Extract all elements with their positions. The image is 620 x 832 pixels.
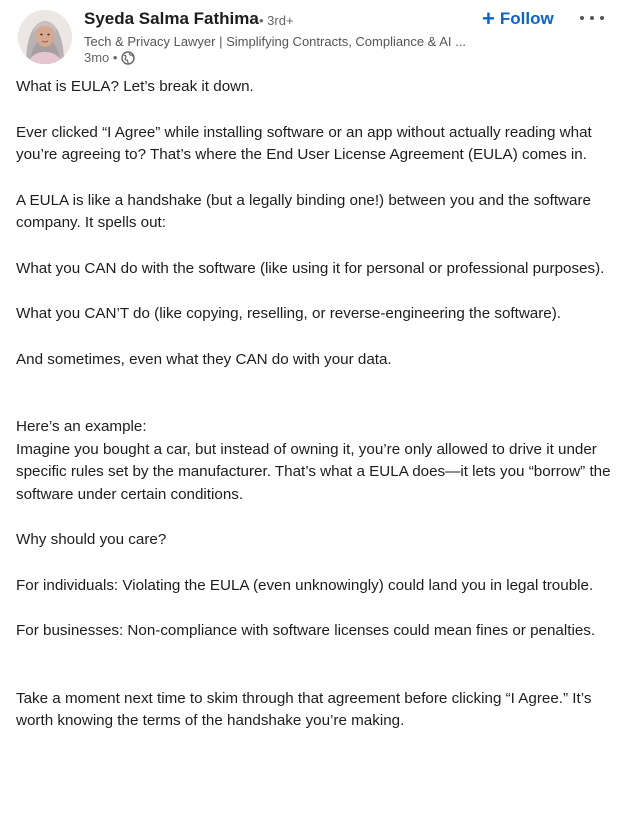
post-paragraph: Why should you care? — [16, 531, 167, 548]
author-avatar[interactable] — [18, 10, 72, 64]
follow-label: Follow — [499, 9, 554, 28]
post-paragraph: For individuals: Violating the EULA (even unknowingly) could land you in legal trouble. — [16, 576, 594, 594]
more-options-icon[interactable] — [580, 8, 604, 28]
post-meta — [84, 50, 135, 65]
post-timestamp: 3mo • — [84, 50, 118, 65]
post-body — [16, 76, 612, 733]
post-paragraph: Ever clicked “I Agree” while installing software or an app without actually reading what you’re agreeing to? That’s where the End User License Agreement (EULA) comes in. — [16, 123, 592, 163]
author-name[interactable]: Syeda Salma Fathima — [84, 9, 259, 28]
avatar-image — [18, 10, 72, 64]
post-paragraph: For businesses: Non-compliance with software licenses could mean fines or penalties. — [16, 622, 596, 639]
connection-degree: • 3rd+ — [259, 13, 294, 28]
post-paragraph: What is EULA? Let’s break it down. — [16, 78, 254, 95]
post-paragraph: Imagine you bought a car, but instead of owning it, you’re only allowed to drive it under specific rules set by the manufacturer. That’s what a EULA does—it lets you “borrow” the software under certain conditions. — [16, 440, 611, 503]
post-paragraph: Here’s an example: — [16, 418, 147, 435]
follow-button[interactable] — [482, 7, 554, 31]
post-paragraph: What you CAN do with the software (like using it for personal or professional purposes). — [16, 259, 605, 277]
post-paragraph: What you CAN’T do (like copying, reselling, or reverse-engineering the software). — [16, 305, 562, 322]
post-header — [0, 0, 620, 70]
post-paragraph: A EULA is like a handshake (but a legally binding one!) between you and the software company. It spells out: — [16, 191, 591, 231]
author-headline: Tech & Privacy Lawyer | Simplifying Contracts, Compliance & AI ... — [84, 34, 466, 49]
post-paragraph: Take a moment next time to skim through that agreement before clicking “I Agree.” It’s worth knowing the terms of the handshake you’re making. — [16, 689, 592, 729]
post-paragraph: And sometimes, even what they CAN do with your data. — [16, 350, 392, 368]
globe-icon — [121, 51, 135, 65]
plus-icon: + — [482, 6, 495, 31]
